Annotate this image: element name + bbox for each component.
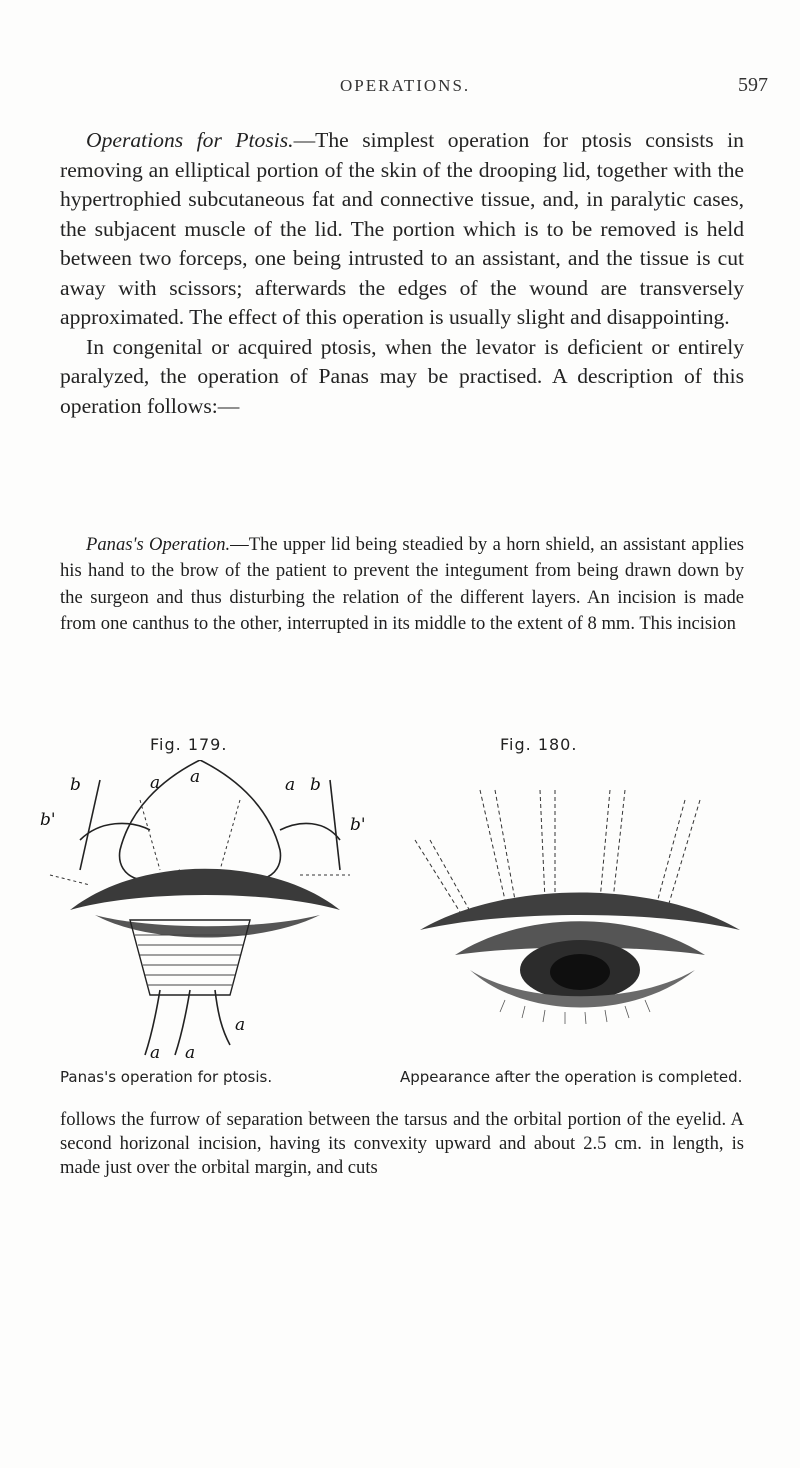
paragraph-panas	[60, 532, 744, 637]
upper-flap-outline-right	[200, 760, 280, 880]
line-b-right	[330, 780, 340, 870]
page-number: 597	[738, 74, 768, 96]
letter-b-right: b	[310, 775, 321, 795]
figure-180-illustration	[395, 760, 760, 1060]
letter-a-upper-mid: a	[190, 767, 201, 787]
eye-drawing	[420, 893, 740, 1025]
upper-lid-shading	[70, 869, 340, 910]
pupil	[550, 954, 610, 990]
letter-a-lower-right: a	[235, 1015, 246, 1035]
hatch-lines	[135, 935, 245, 985]
figure-179-illustration	[40, 760, 370, 1060]
letter-b-prime-left: b'	[40, 810, 56, 830]
lower-flap-right	[215, 990, 230, 1045]
panas-runin-title: Panas's Operation.	[86, 534, 231, 555]
figure-180-label: Fig. 180.	[500, 735, 578, 754]
panas-paragraph-text: —The upper lid being steadied by a horn shield, an assistant applies his hand to the brow of the patient to prevent the integument from being drawn down by the surgeon and thus disturbing the relation of the different layers. An incision is made from one canthus to the other, interrupted in its middle to the extent of 8 mm. This incision	[60, 534, 744, 634]
main-text	[60, 126, 744, 421]
letter-b-left: b	[70, 775, 81, 795]
panas-description	[60, 532, 744, 637]
running-header	[0, 72, 800, 102]
lid-margin-shading	[95, 915, 320, 938]
figure-179-label: Fig. 179.	[150, 735, 228, 754]
running-title: OPERATIONS.	[340, 76, 471, 95]
letter-a-upper-left: a	[150, 773, 161, 793]
eyelid-hatching	[70, 869, 340, 995]
figure-179-letters	[40, 767, 366, 1060]
incision-lines	[80, 760, 340, 1055]
paragraph-congenital-ptosis: In congenital or acquired ptosis, when the levator is deficient or entirely paralyzed, the operation of Panas may be practised. A description of this operation follows:—	[60, 334, 744, 418]
continuation-paragraph: follows the furrow of separation between the tarsus and the orbital portion of the eyelid. A second horizonal incision, having its convexity upward and about 2.5 cm. in length, is made just over the orbital margin, and cuts	[60, 1109, 744, 1178]
letter-a-lower-left: a	[150, 1043, 161, 1060]
letter-a-lower-mid: a	[185, 1043, 196, 1060]
paragraph-ptosis-operations	[60, 126, 744, 333]
letter-a-upper-right: a	[285, 775, 296, 795]
incision-b-right	[280, 823, 340, 840]
section-runin-title: Operations for Ptosis.	[86, 128, 294, 152]
letter-b-prime-right: b'	[350, 815, 366, 835]
figure-179-caption: Panas's operation for ptosis.	[60, 1068, 273, 1086]
continuation-text	[60, 1108, 744, 1180]
line-b-left	[80, 780, 100, 870]
paragraph-1-text: —The simplest operation for ptosis consists in removing an elliptical portion of the skin of the drooping lid, together with the hypertrophied subcutaneous fat and connective tissue, and, in paralytic cases, the subjacent muscle of the lid. The portion which is to be removed is held between two forceps, one being intrusted to an assistant, and the tissue is cut away with scissors; afterwards the edges of the wound are transversely approximated. The effect of this operation is usually slight and disappointing.	[60, 128, 744, 329]
figure-180-caption: Appearance after the operation is completed.	[400, 1068, 743, 1086]
